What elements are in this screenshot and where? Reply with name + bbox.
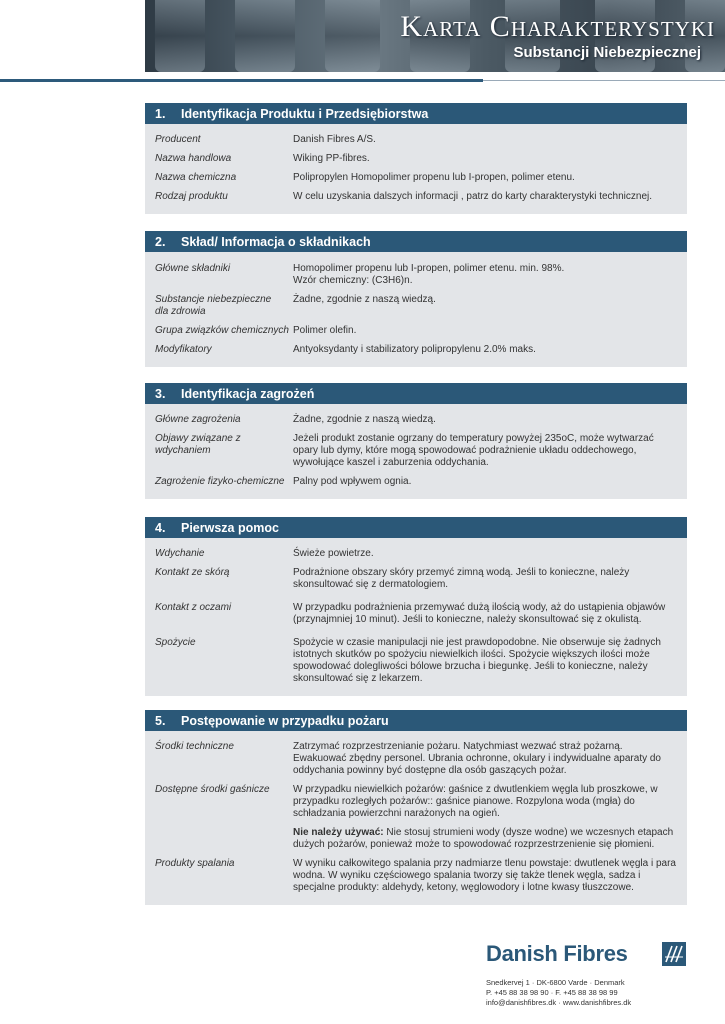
section-identification [145, 103, 687, 214]
field-value: Spożycie w czasie manipulacji nie jest prawdopodobne. Nie obserwuje się żadnych istotnych skutków po spożyciu niewielkich ilości. Spożycie większych ilości może spowodować dolegliwości bólowe brzucha i biegunkę. Jeśli to konieczne, należy skonsultować się z lekarzem. [293, 637, 661, 684]
company-logo: Danish Fibres [486, 941, 628, 966]
field-value: Podrażnione obszary skóry przemyć zimną wodą. Jeśli to konieczne, należy skonsultować się z dermatologiem. [293, 567, 630, 590]
field-value: W celu uzyskania dalszych informacji , patrz do karty charakterystyki technicznej. [293, 191, 653, 202]
section-body [145, 538, 687, 696]
field-row [155, 476, 677, 488]
roller-image [155, 0, 205, 72]
section-number: 3. [155, 386, 166, 401]
header-banner [145, 0, 725, 72]
field-value: Danish Fibres A/S. [293, 134, 376, 145]
field-value [293, 263, 677, 287]
field-label: Nazwa handlowa [155, 153, 232, 164]
field-value: Polimer olefin. [293, 325, 357, 336]
section-body [145, 404, 687, 499]
field-row [155, 433, 677, 469]
header-rule [0, 79, 483, 82]
field-label [155, 294, 293, 318]
section-title: Pierwsza pomoc [181, 520, 279, 535]
document-subtitle: Substancji Niebezpiecznej [513, 44, 701, 61]
section-fire [145, 710, 687, 905]
section-header [145, 231, 687, 252]
field-row [155, 741, 677, 777]
field-value-line: Wzór chemiczny: (C3H6)n. [293, 275, 413, 286]
section-title: Identyfikacja zagrożeń [181, 386, 315, 401]
field-paragraph: W przypadku niewielkich pożarów: gaśnice z dwutlenkiem węgla lub proszkowe, w przypadku rozległych pożarów:: gaśnice pianowe. Rozpylona woda (mgła) do schładzania powierzchni narażonych na ogień. [293, 784, 658, 819]
logo-mark-icon [662, 942, 686, 966]
field-row [155, 325, 677, 337]
section-body [145, 124, 687, 214]
field-row [155, 172, 677, 184]
section-number: 2. [155, 234, 166, 249]
field-row [155, 548, 677, 560]
field-label: Kontakt z oczami [155, 602, 232, 613]
roller-image [235, 0, 295, 72]
field-row [155, 263, 677, 287]
field-label: Modyfikatory [155, 344, 212, 355]
field-label: Spożycie [155, 637, 196, 648]
field-row [155, 637, 677, 685]
document-title: Karta Charakterystyki [400, 10, 715, 43]
section-body [145, 731, 687, 905]
field-value: Jeżeli produkt zostanie ogrzany do temperatury powyżej 235oC, może wytwarzać opary lub dymy, które mogą spowodować podrażnienie układu oddechowego, wywołujące kaszel i zaburzenia oddychania. [293, 433, 654, 468]
field-row [155, 602, 677, 626]
field-value [293, 784, 677, 851]
field-value: Antyoksydanty i stabilizatory polipropylenu 2.0% maks. [293, 344, 536, 355]
field-row [155, 191, 677, 203]
field-value: Żadne, zgodnie z naszą wiedzą. [293, 414, 436, 425]
field-label-line: Substancje niebezpieczne [155, 294, 272, 305]
field-row [155, 344, 677, 356]
section-number: 1. [155, 106, 166, 121]
roller-image [325, 0, 380, 72]
field-label: Zagrożenie fizyko-chemiczne [155, 476, 285, 487]
field-label: Rodzaj produktu [155, 191, 228, 202]
warning-label: Nie należy używać: [293, 827, 384, 838]
field-row [155, 153, 677, 165]
section-title: Identyfikacja Produktu i Przedsiębiorstwa [181, 106, 429, 121]
company-contact: info@danishfibres.dk · www.danishfibres.dk [486, 998, 632, 1007]
section-number: 4. [155, 520, 166, 535]
section-hazards [145, 383, 687, 499]
field-label: Główne zagrożenia [155, 414, 241, 425]
field-label: Wdychanie [155, 548, 205, 559]
field-label-line: dla zdrowia [155, 306, 206, 317]
field-value: Zatrzymać rozprzestrzenianie pożaru. Natychmiast wezwać straż pożarną. Ewakuować zbędny personel. Ubrania ochronne, okulary i indywidualne aparaty do oddychania powinny być dostępne dla osób gaszących pożar. [293, 741, 661, 776]
section-composition [145, 231, 687, 367]
field-label [155, 433, 293, 469]
field-label: Produkty spalania [155, 858, 235, 869]
warning-text: Nie stosuj strumieni wody (dysze wodne) we wczesnych etapach dużych pożarów, ponieważ może to spowodować rozprzestrzenienie się płomieni. [293, 827, 674, 850]
section-header [145, 383, 687, 404]
field-value: W przypadku podrażnienia przemywać dużą ilością wody, aż do ustąpienia objawów (przynajmniej 10 minut). Jeśli to konieczne, należy skonsultować się z okulistą. [293, 602, 666, 625]
field-label: Producent [155, 134, 201, 145]
field-label: Główne składniki [155, 263, 231, 274]
field-row [155, 134, 677, 146]
section-title: Postępowanie w przypadku pożaru [181, 713, 389, 728]
field-value: W wyniku całkowitego spalania przy nadmiarze tlenu powstaje: dwutlenek węgla i para wodna. W wyniku częściowego spalania tworzy się także tlenek węgla, sadza i specjalne produkty: aldehydy, ketony, węglowodory i lotne kwasy tłuszczowe. [293, 858, 676, 893]
field-label: Nazwa chemiczna [155, 172, 237, 183]
field-row [155, 414, 677, 426]
field-row [155, 784, 677, 851]
section-first-aid [145, 517, 687, 696]
field-label: Grupa związków chemicznych [155, 325, 289, 336]
field-label: Dostępne środki gaśnicze [155, 784, 270, 795]
field-row [155, 294, 677, 318]
field-value: Świeże powietrze. [293, 548, 374, 559]
field-value: Żadne, zgodnie z naszą wiedzą. [293, 294, 436, 305]
field-value: Wiking PP-fibres. [293, 153, 370, 164]
company-address: Snedkervej 1 · DK-6800 Varde · Denmark [486, 978, 625, 987]
section-header [145, 517, 687, 538]
field-value: Polipropylen Homopolimer propenu lub I-propen, polimer etenu. [293, 172, 575, 183]
field-row [155, 858, 677, 894]
section-title: Skład/ Informacja o składnikach [181, 234, 371, 249]
section-header [145, 103, 687, 124]
field-paragraph [293, 827, 677, 851]
field-value-line: Homopolimer propenu lub I-propen, polimer etenu. min. 98%. [293, 263, 565, 274]
field-row [155, 567, 677, 591]
section-body [145, 252, 687, 367]
section-number: 5. [155, 713, 166, 728]
field-value: Palny pod wpływem ognia. [293, 476, 412, 487]
header-rule-thin [483, 80, 725, 81]
field-label: Kontakt ze skórą [155, 567, 230, 578]
company-phone: P. +45 88 38 98 90 · F. +45 88 38 98 99 [486, 988, 618, 997]
section-header [145, 710, 687, 731]
field-label-line: Objawy związane z [155, 433, 241, 444]
field-label-line: wdychaniem [155, 445, 211, 456]
field-label: Środki techniczne [155, 741, 234, 752]
